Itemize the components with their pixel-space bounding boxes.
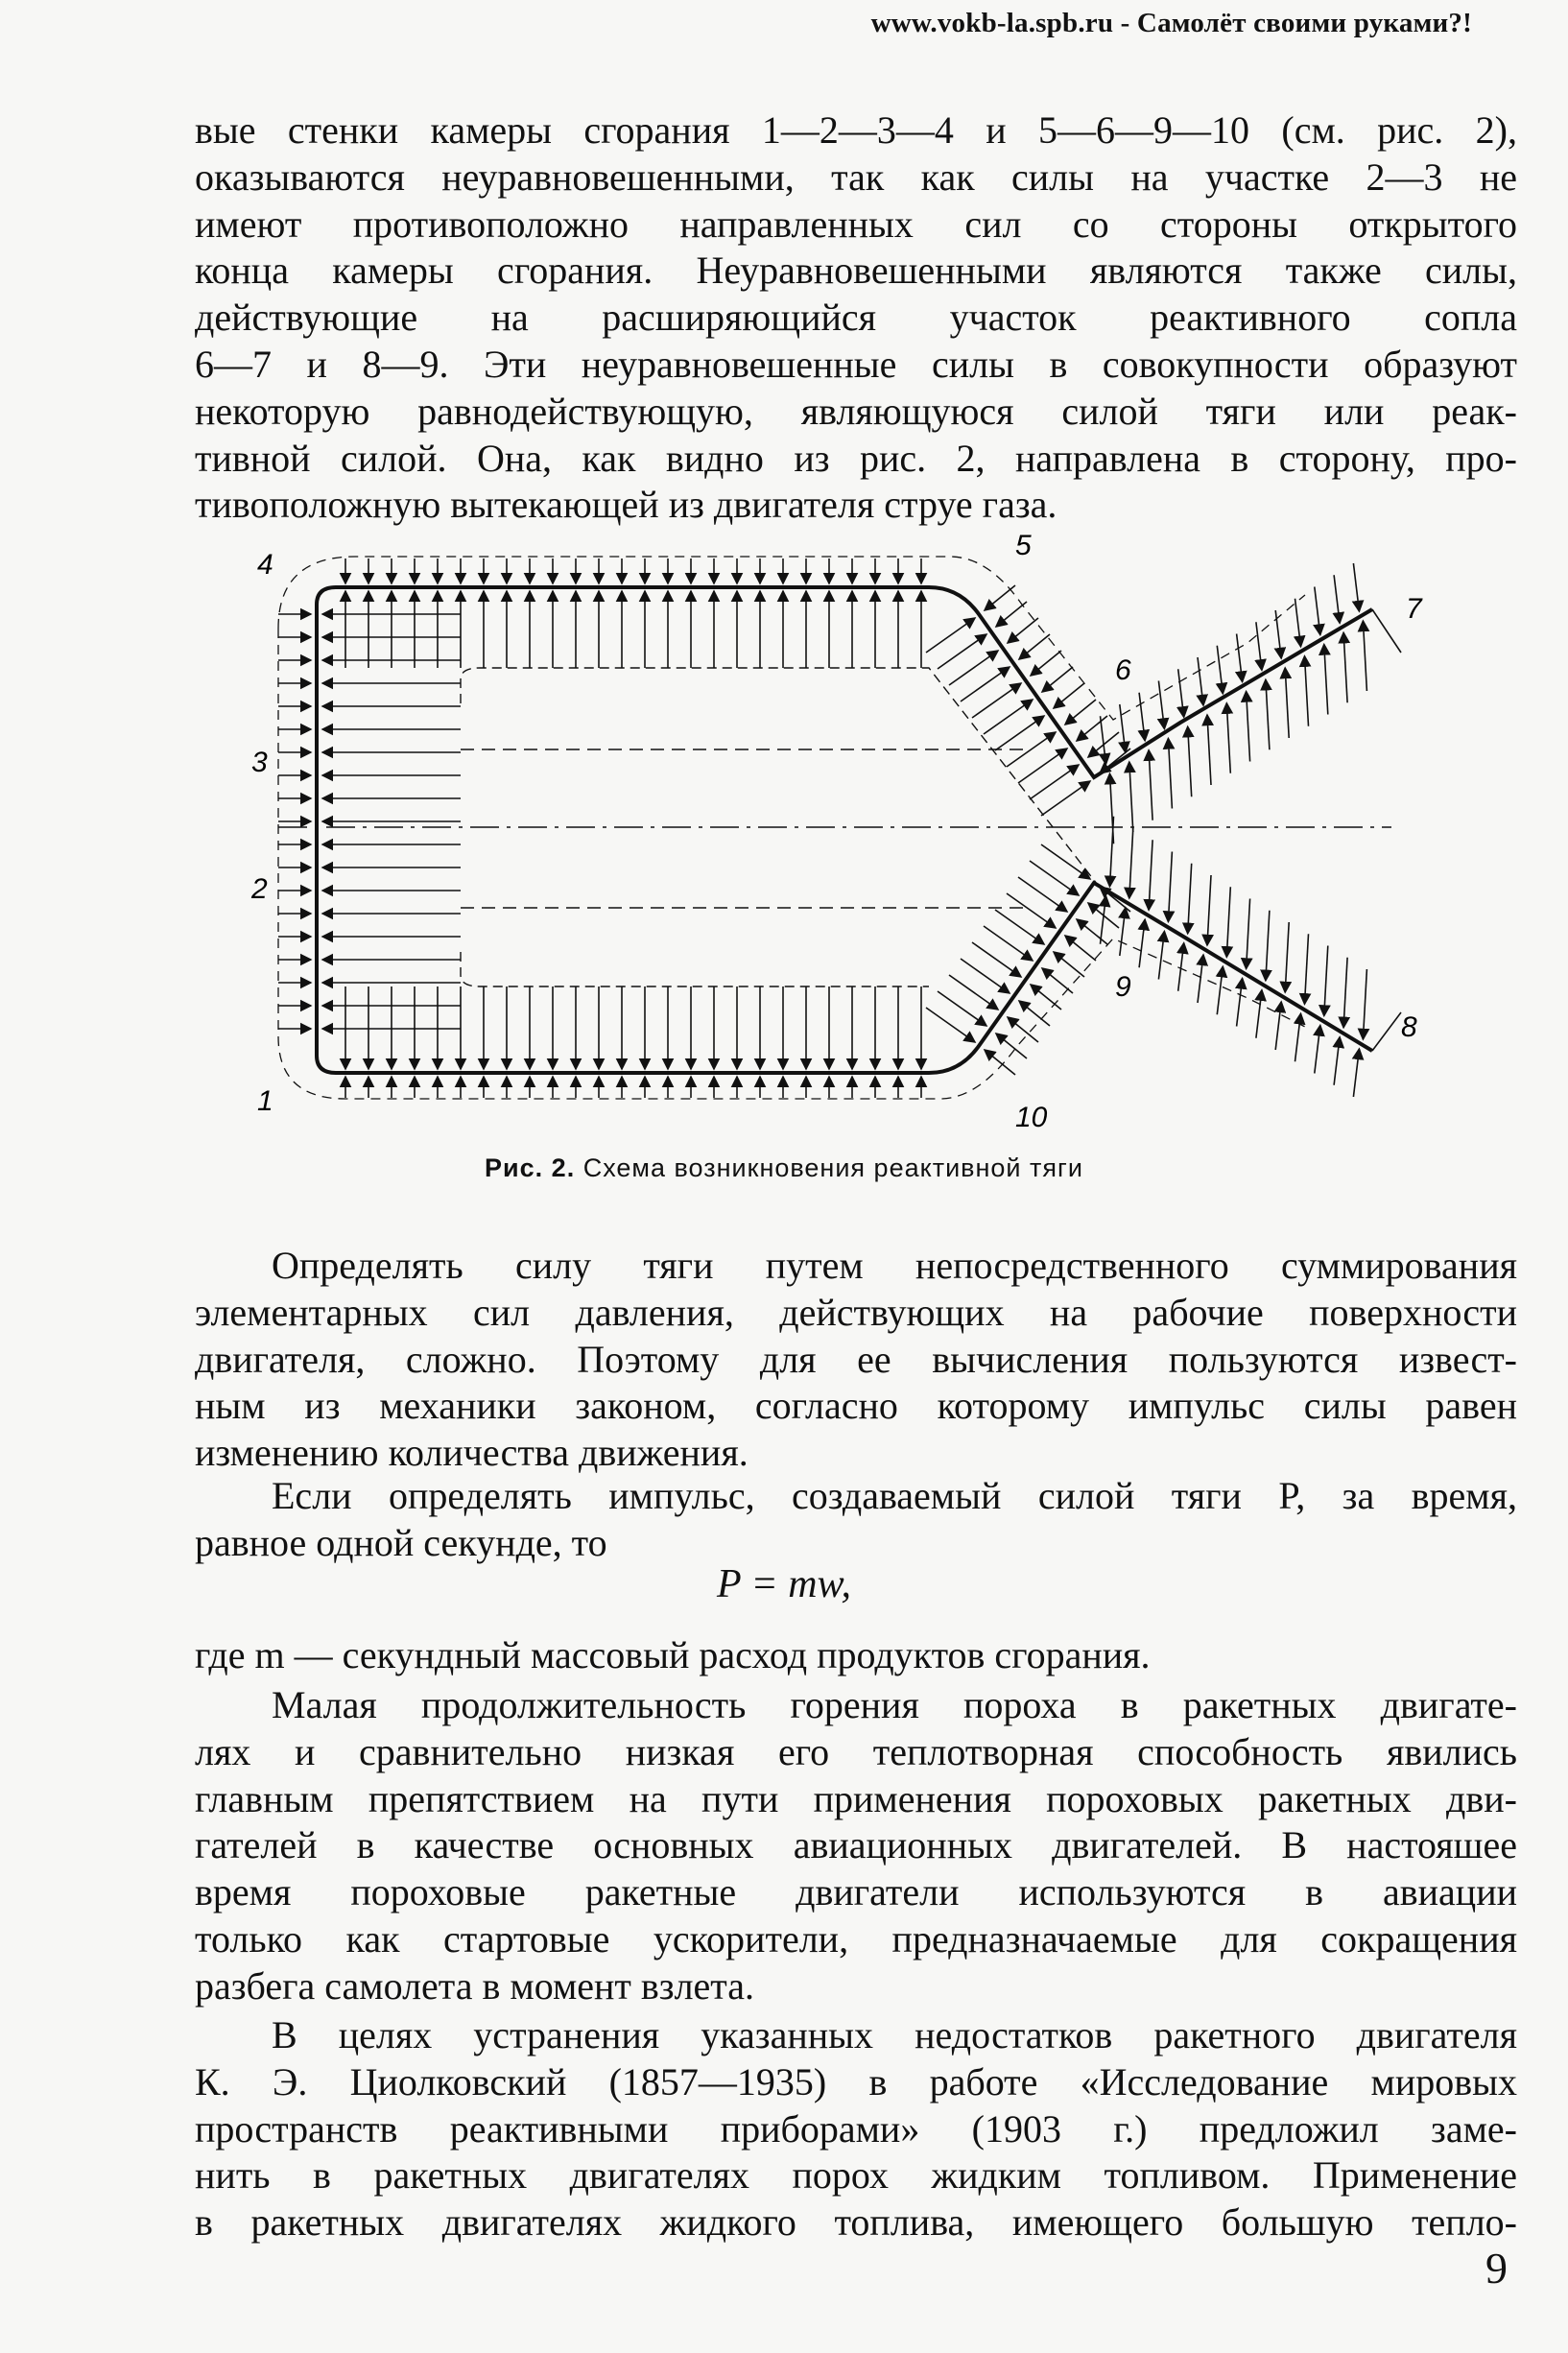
caption-text: Схема возникновения реактивной тяги bbox=[582, 1153, 1083, 1182]
text-line: тивоположную вытекающей из двигателя струе газа. bbox=[195, 483, 1057, 527]
text-line: изменению количества движения. bbox=[195, 1431, 748, 1475]
text-line: лях и сравнительно низкая его теплотворная способность явились bbox=[195, 1729, 1517, 1773]
text-line: в ракетных двигателях жидкого топлива, имеющего большую тепло- bbox=[195, 2200, 1517, 2245]
pressure-arrow bbox=[1237, 979, 1243, 1027]
text-line: имеют противоположно направленных сил со стороны открытого bbox=[195, 202, 1517, 246]
pressure-arrow bbox=[996, 1034, 1027, 1058]
text-line: только как стартовые ускорители, предназначаемые для сокращения bbox=[195, 1916, 1517, 1961]
pressure-arrow bbox=[1256, 990, 1262, 1038]
pressure-arrow bbox=[1149, 750, 1152, 820]
pressure-arrow bbox=[1168, 739, 1172, 809]
site-header: www.vokb-la.spb.ru - Самолёт своими руками?! bbox=[870, 8, 1472, 38]
pressure-arrow bbox=[1363, 621, 1366, 691]
label-9: 9 bbox=[1115, 971, 1131, 1003]
pressure-arrow bbox=[1217, 966, 1223, 1014]
pressure-arrow bbox=[985, 1050, 1015, 1075]
pressure-arrow bbox=[1353, 563, 1359, 611]
thrust-diagram bbox=[251, 530, 1497, 1133]
pressure-arrow bbox=[1256, 622, 1262, 670]
pressure-arrow bbox=[1334, 1037, 1340, 1085]
text-line: двигателя, сложно. Поэтому для ее вычисления пользуются извест- bbox=[195, 1337, 1517, 1381]
text-line: время пороховые ракетные двигатели используются в авиации bbox=[195, 1870, 1517, 1914]
text-line: вые стенки камеры сгорания 1—2—3—4 и 5—6—9—10 (см. рис. 2), bbox=[195, 108, 1517, 152]
text-line: Малая продолжительность горения пороха в ракетных двигате- bbox=[272, 1683, 1517, 1726]
label-3: 3 bbox=[251, 747, 268, 778]
pressure-arrow bbox=[1168, 852, 1172, 922]
figure-caption bbox=[0, 1153, 1568, 1183]
label-6: 6 bbox=[1115, 654, 1131, 686]
paragraph-4 bbox=[195, 1632, 1517, 1679]
pressure-arrow bbox=[1198, 657, 1203, 705]
label-2: 2 bbox=[251, 873, 268, 905]
engine-wall-upper bbox=[317, 587, 1372, 827]
pressure-arrow bbox=[1207, 875, 1211, 945]
text-line: нить в ракетных двигателях порох жидким топливом. Применение bbox=[195, 2153, 1517, 2198]
pressure-arrow bbox=[1139, 919, 1145, 967]
text-line: конца камеры сгорания. Неуравновешенными являются также силы, bbox=[195, 249, 1517, 293]
text-line: ным из механики законом, согласно которому импульс силы равен bbox=[195, 1384, 1517, 1428]
paragraph-5 bbox=[195, 1682, 1517, 2010]
pressure-arrow bbox=[1158, 932, 1164, 980]
paragraph-1 bbox=[195, 107, 1517, 529]
pressure-arrow bbox=[1343, 632, 1347, 702]
pressure-arrow bbox=[1065, 936, 1096, 961]
pressure-arrow bbox=[1198, 955, 1203, 1003]
pressure-arrow bbox=[1247, 899, 1250, 969]
pressure-arrow bbox=[1101, 716, 1106, 764]
pressure-arrow bbox=[1054, 952, 1084, 977]
engine-wall-lower bbox=[317, 827, 1372, 1073]
pressure-arrow bbox=[1295, 599, 1301, 647]
pressure-arrow bbox=[1031, 651, 1061, 676]
nozzle-exit-upper bbox=[1372, 609, 1401, 653]
text-line: Определять силу тяги путем непосредственного суммирования bbox=[272, 1244, 1517, 1287]
pressure-arrow bbox=[1226, 703, 1230, 773]
label-7: 7 bbox=[1406, 593, 1422, 625]
text-line: где m — секундный массовый расход продуктов сгорания. bbox=[195, 1633, 1151, 1676]
pressure-arrow bbox=[1031, 985, 1061, 1010]
pressure-arrow bbox=[1008, 1017, 1038, 1042]
label-4: 4 bbox=[257, 549, 273, 581]
pressure-arrow bbox=[1275, 1002, 1281, 1050]
label-10: 10 bbox=[1015, 1102, 1048, 1133]
pressure-arrow bbox=[1285, 922, 1289, 992]
pressure-arrow bbox=[1353, 1049, 1359, 1097]
pressure-arrow bbox=[1324, 645, 1328, 715]
pressure-arrow bbox=[1226, 887, 1230, 957]
text-line: В целях устранения указанных недостатков ракетного двигателя bbox=[272, 2013, 1517, 2056]
pressure-arrow bbox=[1129, 762, 1133, 832]
caption-prefix: Рис. 2. bbox=[485, 1153, 576, 1182]
text-line: 6—7 и 8—9. Эти неуравновешенные силы в совокупности образуют bbox=[195, 342, 1517, 386]
pressure-arrow bbox=[1217, 646, 1223, 694]
pressure-arrow bbox=[1188, 864, 1192, 934]
text-line: К. Э. Циолковский (1857—1935) в работе «Исследование мировых bbox=[195, 2059, 1517, 2103]
text-line: оказываются неуравновешенными, так как силы на участке 2—3 не bbox=[195, 154, 1517, 199]
pressure-arrow bbox=[1019, 1001, 1050, 1026]
pressure-arrow bbox=[1054, 683, 1084, 708]
pressure-arrow bbox=[1324, 946, 1328, 1016]
pressure-arrow bbox=[1305, 656, 1309, 726]
pressure-arrow bbox=[1019, 634, 1050, 659]
pressure-arrow bbox=[1266, 911, 1270, 981]
pressure-arrow bbox=[1247, 692, 1250, 762]
pressure-arrow bbox=[1149, 840, 1152, 910]
label-1: 1 bbox=[257, 1085, 273, 1117]
pressure-arrow bbox=[1139, 693, 1145, 741]
text-line: гателей в качестве основных авиационных двигателей. В настояшее bbox=[195, 1823, 1517, 1867]
inner-chamber-upper bbox=[461, 668, 1104, 892]
paragraph-6 bbox=[195, 2012, 1517, 2246]
pressure-arrow bbox=[1295, 1013, 1301, 1061]
text-line: тивной силой. Она, как видно из рис. 2, направлена в сторону, про- bbox=[195, 436, 1517, 480]
pressure-arrow bbox=[1188, 726, 1192, 796]
pressure-arrow bbox=[1129, 828, 1133, 898]
pressure-arrow bbox=[1120, 908, 1126, 956]
pressure-arrow bbox=[1065, 700, 1096, 725]
text-line: главным препятствием на пути применения пороховых ракетных дви- bbox=[195, 1776, 1517, 1820]
paragraph-3 bbox=[195, 1473, 1517, 1567]
formula: P = mw, bbox=[717, 1562, 851, 1606]
pressure-arrow bbox=[1266, 679, 1270, 749]
text-line: Если определять импульс, создаваемый силой тяги P, за время, bbox=[272, 1474, 1517, 1517]
pressure-arrow bbox=[1334, 575, 1340, 623]
pressure-arrow bbox=[1207, 715, 1211, 785]
text-line: пространств реактивными приборами» (1903 г.) предложил заме- bbox=[195, 2106, 1517, 2151]
pressure-arrow bbox=[1305, 934, 1309, 1004]
text-line: разбега самолета в момент взлета. bbox=[195, 1963, 755, 2008]
text-line: равное одной секунде, то bbox=[195, 1520, 607, 1564]
pressure-arrow bbox=[1363, 969, 1366, 1039]
text-line: некоторую равнодействующую, являющуюся силой тяги или реак- bbox=[195, 389, 1517, 433]
paragraph-2 bbox=[195, 1243, 1517, 1477]
pressure-arrow bbox=[1178, 669, 1184, 717]
pressure-arrow bbox=[1120, 704, 1126, 752]
nozzle-exit-lower bbox=[1372, 1012, 1401, 1051]
pressure-arrow bbox=[1101, 896, 1106, 944]
thrust-diagram-svg bbox=[251, 530, 1497, 1133]
pressure-arrow bbox=[1008, 618, 1038, 643]
label-8: 8 bbox=[1401, 1011, 1417, 1043]
label-5: 5 bbox=[1015, 530, 1032, 561]
pressure-arrow bbox=[1158, 681, 1164, 729]
page-number: 9 bbox=[1485, 2244, 1508, 2293]
text-line: действующие на расширяющийся участок реактивного сопла bbox=[195, 296, 1517, 340]
pressure-arrow bbox=[1343, 958, 1347, 1028]
pressure-arrow bbox=[1285, 668, 1289, 738]
inner-chamber-lower bbox=[461, 952, 929, 986]
pressure-arrow bbox=[1237, 634, 1243, 682]
pressure-arrow bbox=[1042, 667, 1073, 692]
pressure-arrow bbox=[1315, 587, 1320, 635]
pressure-arrow bbox=[1315, 1026, 1320, 1074]
text-line: элементарных сил давления, действующих на рабочие поверхности bbox=[195, 1290, 1517, 1334]
